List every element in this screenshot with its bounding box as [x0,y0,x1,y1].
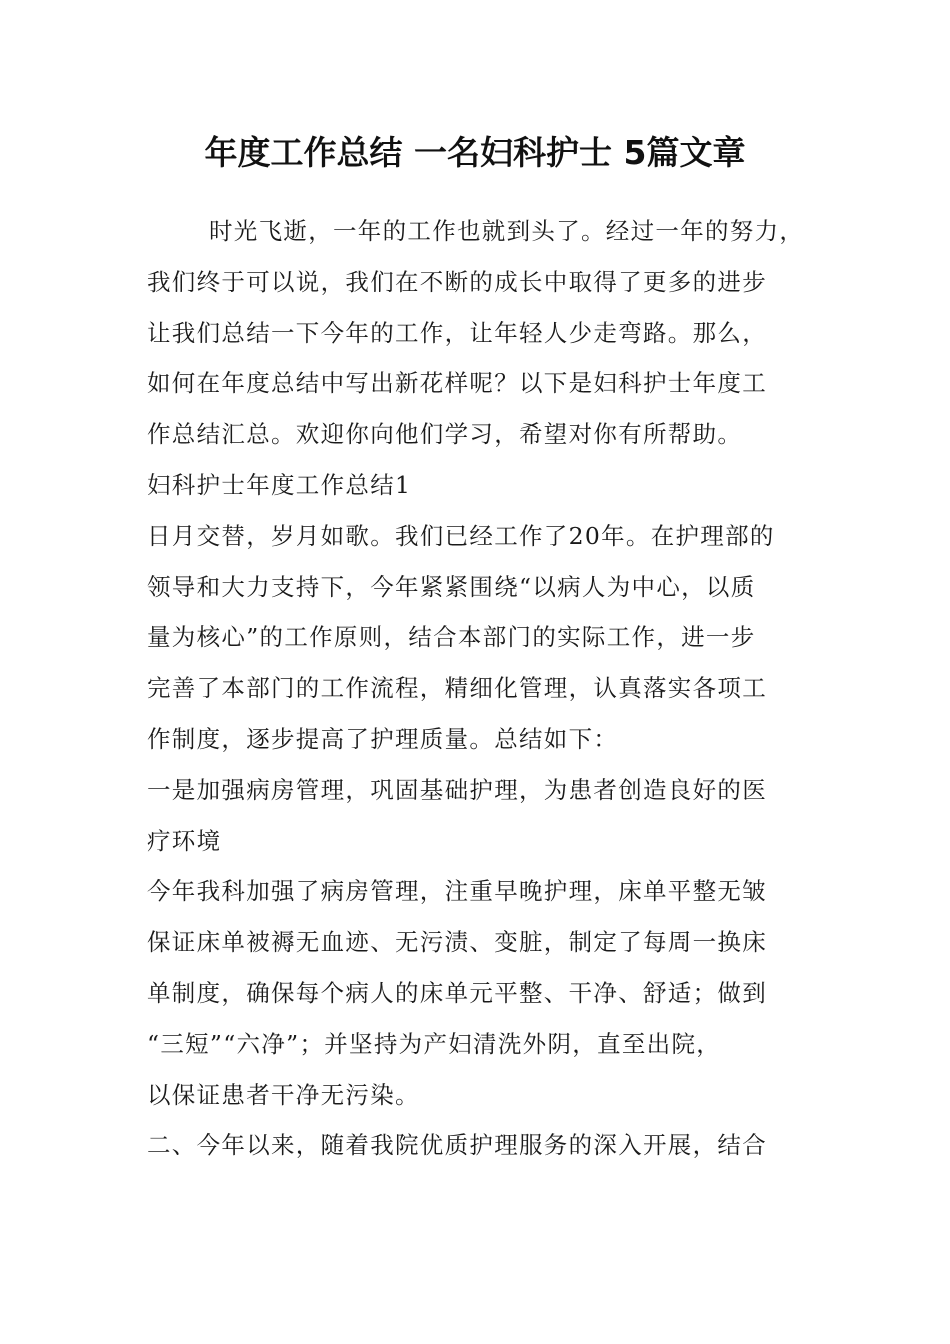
paragraph-line: 领导和大力支持下，今年紧紧围绕“以病人为中心，以质 [147,572,756,601]
subsection-heading: 一是加强病房管理，巩固基础护理，为患者创造良好的医 [147,775,767,804]
paragraph-line: 时光飞逝，一年的工作也就到头了。经过一年的努力， [209,217,805,245]
document-title: 年度工作总结 一名妇科护士 5篇文章 [204,133,746,172]
paragraph-line: 以保证患者干净无污染。 [147,1080,420,1109]
paragraph-line: “三短”“六净”；并坚持为产妇清洗外阴，直至出院， [147,1029,722,1058]
paragraph-line: 完善了本部门的工作流程，精细化管理，认真落实各项工 [147,674,767,703]
paragraph-line: 作总结汇总。欢迎你向他们学习，希望对你有所帮助。 [147,420,743,449]
paragraph-line: 今年我科加强了病房管理，注重早晚护理，床单平整无皱 [147,877,767,906]
document-body [147,206,827,1171]
paragraph-line: 单制度，确保每个病人的床单元平整、干净、舒适；做到 [147,978,767,1007]
paragraph-line: 量为核心”的工作原则，结合本部门的实际工作，进一步 [147,623,756,652]
paragraph-line: 保证床单被褥无血迹、无污渍、变脏，制定了每周一换床 [147,928,767,957]
subsection-heading: 疗环境 [147,826,222,855]
paragraph-line: 让我们总结一下今年的工作，让年轻人少走弯路。那么， [147,318,767,347]
section-heading: 妇科护士年度工作总结1 [147,470,412,499]
paragraph-line: 作制度，逐步提高了护理质量。总结如下： [147,724,619,753]
paragraph-line: 二、今年以来，随着我院优质护理服务的深入开展，结合 [147,1131,767,1160]
paragraph-line: 日月交替，岁月如歌。我们已经工作了20年。在护理部的 [147,521,775,550]
paragraph-line: 我们终于可以说，我们在不断的成长中取得了更多的进步 [147,267,767,296]
paragraph-line: 如何在年度总结中写出新花样呢？以下是妇科护士年度工 [147,369,767,398]
